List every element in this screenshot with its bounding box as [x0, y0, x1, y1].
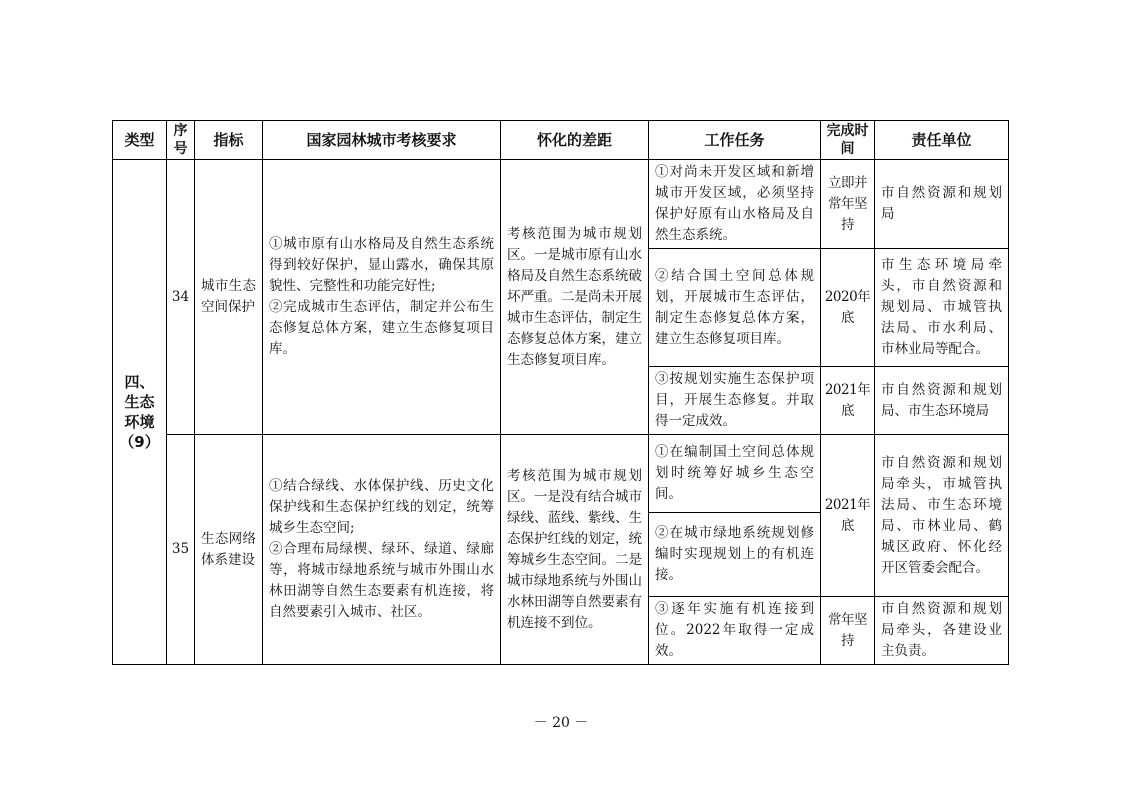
requirement-cell: ①城市原有山水格局及自然生态系统得到较好保护，显山露水，确保其原貌性、完整性和功能完好性; ②完成城市生态评估，制定并公布生态修复总体方案，建立生态修复项目库。 [263, 160, 501, 435]
seq-cell: 35 [167, 435, 195, 665]
time-cell: 常年坚持 [821, 597, 875, 665]
time-cell: 立即并常年坚持 [821, 160, 875, 249]
time-cell: 2021年底 [821, 367, 875, 435]
requirement-cell: ①结合绿线、水体保护线、历史文化保护线和生态保护红线的划定，统筹城乡生态空间; ②合理布局绿楔、绿环、绿道、绿廊等，将城市绿地系统与城市外围山水林田湖等自然生态要素有机连接，将自然要素引入城市、社区。 [263, 435, 501, 665]
indicator-cell: 生态网络体系建设 [195, 435, 263, 665]
table-row [113, 435, 1009, 513]
task-cell: ②结合国土空间总体规划，开展城市生态评估，制定生态修复总体方案，建立生态修复项目库。 [649, 249, 821, 367]
units-cell: 市自然资源和规划局 [875, 160, 1009, 249]
assessment-table [112, 120, 1009, 665]
task-cell: ①对尚未开发区域和新增城市开发区域，必须坚持保护好原有山水格局及自然生态系统。 [649, 160, 821, 249]
category-cell [113, 160, 167, 665]
header-time: 完成时间 [821, 121, 875, 160]
time-cell: 2021年底 [821, 435, 875, 597]
header-gap: 怀化的差距 [501, 121, 649, 160]
header-units: 责任单位 [875, 121, 1009, 160]
header-type: 类型 [113, 121, 167, 160]
task-cell: ①在编制国土空间总体规划时统筹好城乡生态空间。 [649, 435, 821, 513]
indicator-cell: 城市生态空间保护 [195, 160, 263, 435]
task-cell: ②在城市绿地系统规划修编时实现规划上的有机连接。 [649, 513, 821, 597]
header-seq: 序号 [167, 121, 195, 160]
header-requirement: 国家园林城市考核要求 [263, 121, 501, 160]
units-cell: 市生态环境局牵头，市自然资源和规划局、市城管执法局、市水利局、市林业局等配合。 [875, 249, 1009, 367]
header-tasks: 工作任务 [649, 121, 821, 160]
gap-cell: 考核范围为城市规划区。一是城市原有山水格局及自然生态系统破坏严重。二是尚未开展城市生态评估，制定生态修复总体方案，建立生态修复项目库。 [501, 160, 649, 435]
units-cell: 市自然资源和规划局牵头，各建设业主负责。 [875, 597, 1009, 665]
header-indicator: 指标 [195, 121, 263, 160]
units-cell: 市自然资源和规划局、市生态环境局 [875, 367, 1009, 435]
category-line: （9） [119, 433, 160, 451]
task-cell: ③逐年实施有机连接到位。2022年取得一定成效。 [649, 597, 821, 665]
task-cell: ③按规划实施生态保护项目，开展生态修复。并取得一定成效。 [649, 367, 821, 435]
category-line: 四、 [124, 373, 155, 391]
header-row [113, 121, 1009, 160]
table-row [113, 160, 1009, 249]
seq-cell: 34 [167, 160, 195, 435]
gap-cell: 考核范围为城市规划区。一是没有结合城市绿线、蓝线、紫线、生态保护红线的划定，统筹城乡生态空间。二是城市绿地系统与外围山水林田湖等自然要素有机连接不到位。 [501, 435, 649, 665]
units-cell: 市自然资源和规划局牵头，市城管执法局、市生态环境局、市林业局、鹤城区政府、怀化经开区管委会配合。 [875, 435, 1009, 597]
time-cell: 2020年底 [821, 249, 875, 367]
category-line: 生态 [124, 393, 155, 411]
page-number: － 20 － [533, 715, 589, 731]
category-line: 环境 [124, 413, 155, 431]
